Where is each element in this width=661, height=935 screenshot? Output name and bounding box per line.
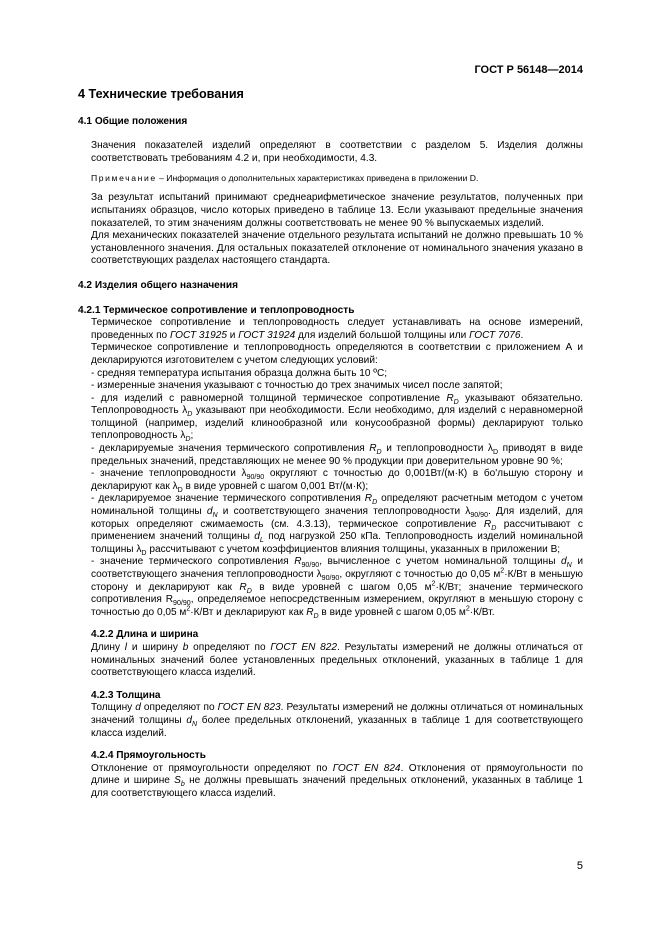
ref-gost-en-824: ГОСТ EN 824 [332,762,401,774]
paragraph: Толщину d определяют по ГОСТ EN 823. Результаты измерений не должны отличаться от номинальных значений толщины $d_N$ более предельных отклонений, указанных в таблице 1 для соответствующего класса изделий. [91,702,583,739]
section-4-2-3-title: 4.2.3 Толщина [91,689,161,701]
paragraph: Отклонение от прямоугольности определяют по ГОСТ EN 824. Отклонения от прямоугольности по длине и ширине $S_b$ не должны превышать значений предельных отклонений, указанных в таблице 1 для соответствующего класса изделий. [91,762,583,799]
paragraph: Значения показателей изделий определяют в соответствии с разделом 5. Изделия должны соответствовать требованиям 4.2 и, при необходимости, 4.3. [91,140,583,164]
document-body [78,88,583,801]
section-4-2-2-title: 4.2.2 Длина и ширина [91,629,199,641]
list-item: - для изделий с равномерной толщиной термическое сопротивление $R_D$ указывают обязательно. Теплопроводность $\lambda_D$ указывают при необходимости. Если необходимо, для изделий с неравномерной толщиной (например, изделий клинообразной или конусообразной формы) декларируют только теплопроводность $\lambda_D$; [91,392,584,444]
note-label: Примечание [91,173,157,184]
ref-gost-en-823: ГОСТ EN 823 [217,702,281,714]
section-4-1-title: 4.1 Общие положения [78,115,188,127]
paragraph: Длину l и ширину b определяют по ГОСТ EN 822. Результаты измерений не должны отличаться от номинальных значений более установленных предельных отклонений, указанных в таблице 1 для соответствующего класса изделий. [91,641,583,679]
section-4-title: 4 Технические требования [78,87,244,101]
paragraph: Термическое сопротивление и теплопроводность определяются в соответствии с приложением А и декларируются изготовителем с учетом следующих условий: [91,342,583,366]
list-item: - декларируемые значения термического сопротивления $R_D$ и теплопроводности $\lambda_D$ приводят в виде предельных значений, представляющих не менее 90 % продукции при доверительном уровне 90 %; [91,443,583,467]
list-item: - измеренные значения указывают с точностью до трех значимых чисел после запятой; [91,380,503,392]
list-item: - декларируемое значение термического сопротивления $R_D$ определяют расчетным методом с учетом номинальной толщины $d_N$ и соответствующего значения теплопроводности $\lambda_{90/90}$. Для изделий, для которых определяют сжимаемость (см. 4.3.13), термическое сопротивление $R_D$ рассчитывают с применением значений толщины $d_L$ под нагрузкой 250 кПа. Теплопроводность изделий номинальной толщины $\lambda_D$ рассчитывают с учетом коэффициентов влияния толщины, указанных в приложении В; [91,493,583,557]
document-id-header: ГОСТ Р 56148—2014 [474,64,583,76]
ref-gost-7076: ГОСТ 7076 [469,329,521,341]
list-item: - значение термического сопротивления $R_{90/90}$, вычисленное с учетом номинальной толщины $d_N$ и соответствующего значения теплопроводности $\lambda_{90/90}$, округляют с точностью до 0,05 $м^2\cdot К/Вт$ в меньшую сторону и декларируют как $R_D$ в виде уровней с шагом 0,05 $м^2\cdot К/Вт$; значение термического сопротивления $R_{90/90}$, определяемое непосредственным измерением, округляют в меньшую сторону с точностью до 0,05 $м^2\cdot К/Вт$ и декларируют как $R_D$ в виде уровней с шагом 0,05 $м^2\cdot К/Вт$. [91,556,583,620]
section-4-2-4-title: 4.2.4 Прямоугольность [91,750,206,762]
paragraph: Для механических показателей значение отдельного результата испытаний не должно превышать 10 % установленного значения. Для остальных показателей отклонение от номинального значения указано в соответствующих разделах настоящего стандарта. [91,230,583,267]
list-item: - значение теплопроводности $\lambda_{90/90}$ округляют с точностью до 0,001Вт/(м·К) в бо'льшую сторону и декларируют как $\lambda_D$ в виде уровней с шагом 0,001 Вт/(м·К); [91,468,583,494]
section-4-2-1-title: 4.2.1 Термическое сопротивление и теплопроводность [78,304,355,316]
ref-gost-en-822: ГОСТ EN 822 [270,641,337,653]
note: Примечание – Информация о дополнительных характеристиках приведена в приложении D. [91,173,479,184]
ref-gost-31925: ГОСТ 31925 [169,329,227,341]
page-number: 5 [576,860,583,872]
section-4-2-title: 4.2 Изделия общего назначения [78,279,238,291]
paragraph: Термическое сопротивление и теплопроводность следует устанавливать на основе измерений, проведенных по ГОСТ 31925 и ГОСТ 31924 для изделий большой толщины или ГОСТ 7076. [91,317,583,341]
paragraph: За результат испытаний принимают среднеарифметическое значение результатов, полученных при испытаниях образцов, число которых приведено в таблице 13. Если указывают предельные значения показателей, то этим значениям должны соответствовать не менее 90 % выпускаемых изделий. [91,192,583,229]
ref-gost-31924: ГОСТ 31924 [238,329,296,341]
list-item: - средняя температура испытания образца должна быть 10 ºС; [91,367,388,379]
